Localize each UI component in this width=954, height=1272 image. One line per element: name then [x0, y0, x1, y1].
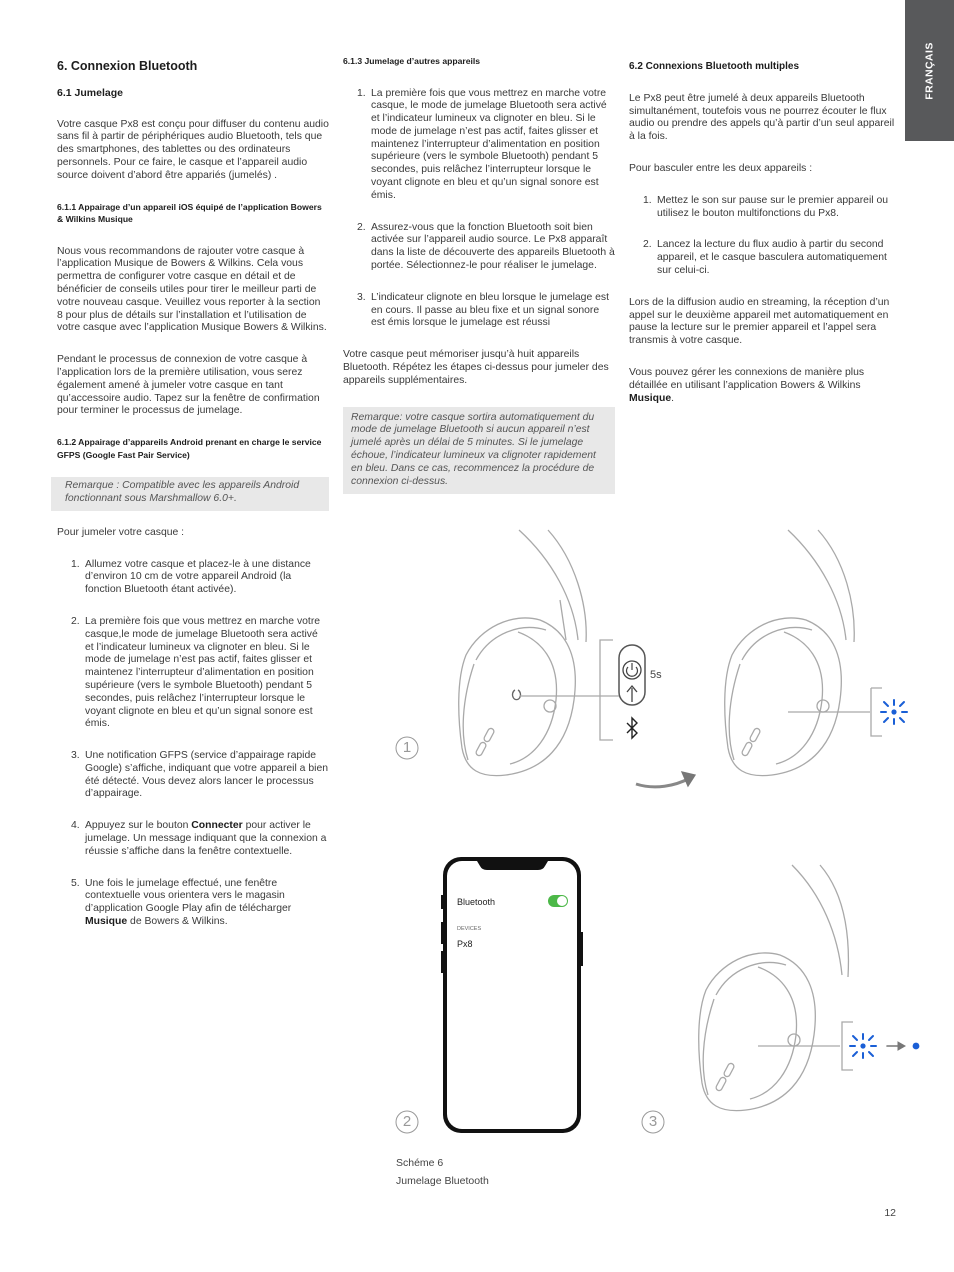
- column-3: [629, 61, 895, 405]
- list-item: 1. La première fois que vous mettrez en marche votre casque, le mode de jumelage Bluetooth sera activé et l’indicateur lumineux va clignoter en bleu. Si le mode de jumelage n’est pas actif, faites glisser et maintenez l’interrupteur d’alimentation en position supérieure (vers le symbole Bluetooth) pendant 5 secondes, puis relâchez l’interrupteur lorsque le voyant clignote en bleu et qu’un signal sonore est émis.: [357, 87, 607, 201]
- column-1: [57, 60, 329, 929]
- switch-steps: [629, 195, 895, 278]
- paragraph-6-1-1-a: Nous vous recommandons de rajouter votre casque à l’application Musique de Bowers & Wilkins. Cela vous permettra de configurer votre casque en détail et de bénéficier de conseils utiles pour tirer le meilleur parti de votre nouveau casque. Veuillez vous reporter à la section 8 pour plus de détails sur l’installation et l’utilisation de votre casque avec l’application Musique Bowers & Wilkins.: [57, 245, 327, 334]
- language-tab-label: FRANÇAIS: [923, 41, 936, 100]
- headphone-illustration-1: [459, 530, 586, 776]
- list-item: 3. L’indicateur clignote en bleu lorsque le jumelage est en cours. Il passe au bleu fixe et un signal sonore est émis lorsque le jumelage est réussi: [357, 291, 609, 329]
- list-item: 1. Allumez votre casque et placez-le à une distance d’environ 10 cm de votre appareil Android (la fonction Bluetooth étant activée).: [71, 558, 311, 596]
- phone-bluetooth-label: Bluetooth: [457, 897, 496, 907]
- paragraph-6-1-1-b: Pendant le processus de connexion de votre casque à l’application lors de la première utilisation, vous serez également amené à jumeler votre casque en tant qu’accessoire audio. Tapez sur la fenêtre de confirmation pour terminer le processus de jumelage.: [57, 354, 320, 417]
- phone-devices-label: DEVICES: [457, 926, 482, 932]
- language-tab: [905, 0, 954, 141]
- multi-paragraph-4: Vous pouvez gérer les connexions de manière plus détaillée en utilisant l’application Bowers & Wilkins Musique.: [629, 366, 865, 404]
- list-item: 2. Assurez-vous que la fonction Bluetooth soit bien activée sur l’appareil audio source. Le Px8 apparaît dans la liste de découverte des appareils Bluetooth à portée. Sélectionnez-le pour réaliser le jumelage.: [357, 221, 615, 272]
- headphone-illustration-3: [699, 865, 853, 1111]
- subsection-title-6-1: 6.1 Jumelage: [57, 86, 123, 99]
- subsection-title-6-1-2: 6.1.2 Appairage d’appareils Android prenant en charge le service GFPS (Google Fast Pair Service): [57, 437, 322, 460]
- step-number-2: 2: [402, 1113, 412, 1130]
- note-timeout-text: Remarque: votre casque sortira automatiquement du mode de jumelage Bluetooth si aucun appareil n’est jumelé après un délai de 5 minutes. Si le jumelage échoue, l’indicateur lumineux va clignoter rapidement en bleu. Dans ce cas, recommencez la procédure de connexion ci-dessus.: [351, 411, 596, 487]
- blinking-led-icon: [881, 700, 907, 724]
- figure-caption-line-2: Jumelage Bluetooth: [396, 1175, 489, 1187]
- pairing-figure: [340, 520, 930, 1140]
- subsection-title-6-2: 6.2 Connexions Bluetooth multiples: [629, 61, 800, 72]
- subsection-title-6-1-3: 6.1.3 Jumelage d’autres appareils: [343, 56, 481, 66]
- multi-paragraph-3: Lors de la diffusion audio en streaming, la réception d’un appel sur le deuxième appareil met automatiquement en pause la lecture sur le premier appareil et l’appel sera transmis à votre casque.: [629, 296, 890, 347]
- figure-caption: [396, 1154, 489, 1190]
- connected-led-icon: [850, 1034, 919, 1058]
- page-number: 12: [884, 1207, 896, 1219]
- note-android: [51, 477, 329, 511]
- section-title: 6. Connexion Bluetooth: [57, 59, 198, 73]
- transition-arrow: [636, 772, 695, 787]
- multi-paragraph-2: Pour basculer entre les deux appareils :: [629, 162, 813, 174]
- list-item: 5. Une fois le jumelage effectué, une fenêtre contextuelle vous orientera vers le magasin d’application Google Play afin de télécharger Musique de Bowers & Wilkins.: [71, 877, 292, 928]
- paragraph-6-1: Votre casque Px8 est conçu pour diffuser du contenu audio sans fil à partir de périphériques audio Bluetooth, tels que des smartphones, des tablettes ou des ordinateurs personnels. Pour ce faire, le casque et l’appareil audio source doivent d’abord être appariés (jumelés) .: [57, 118, 329, 181]
- power-switch-callout: [520, 640, 645, 740]
- list-item: 2. La première fois que vous mettrez en marche votre casque,le mode de jumelage Bluetooth sera activé et l’indicateur lumineux va clignoter en bleu. Si le mode de jumelage n’est pas actif, faites glisser et maintenez l’interrupteur d’alimentation en position supérieure (vers le symbole Bluetooth) pendant 5 secondes, puis relâchez l’interrupteur lorsque le voyant clignote en bleu et qu’un signal sonore est émis.: [71, 615, 321, 730]
- note-timeout: [343, 407, 615, 495]
- list-item: 2. Lancez la lecture du flux audio à partir du second appareil, et le casque basculera automatiquement sur celui-ci.: [643, 239, 887, 276]
- step-number-1: 1: [402, 739, 412, 756]
- phone-bluetooth-toggle[interactable]: [548, 895, 568, 907]
- headphone-illustration-2: [725, 530, 882, 776]
- step-number-3: 3: [648, 1113, 658, 1130]
- phone-device-px8[interactable]: Px8: [457, 939, 473, 949]
- note-android-text: Remarque : Compatible avec les appareils Android fonctionnant sous Marshmallow 6.0+.: [65, 480, 300, 504]
- list-item: 4. Appuyez sur le bouton Connecter pour activer le jumelage. Un message indiquant que la connexion a réussie s’affiche dans la fenêtre contextuelle.: [71, 820, 327, 857]
- multi-paragraph-1: Le Px8 peut être jumelé à deux appareils Bluetooth simultanément, toutefois vous ne pourrez écouter le flux audio ou prendre des appels qu’à partir d’un seul appareil à la fois.: [629, 92, 895, 143]
- subsection-title-6-1-1: 6.1.1 Appairage d’un appareil iOS équipé de l’application Bowers & Wilkins Musique: [57, 201, 322, 225]
- column-2: [343, 55, 615, 494]
- list-item: 1. Mettez le son sur pause sur le premier appareil ou utilisez le bouton multifonctions du Px8.: [643, 194, 889, 219]
- list-item: 3. Une notification GFPS (service d’appairage rapide Google) s’affiche, indiquant que votre appareil a bien été détecté. Vous devez alors lancer le processus d’appairage.: [71, 750, 328, 800]
- figure-caption-line-1: Schéme 6: [396, 1157, 444, 1169]
- hold-duration-label: 5s: [650, 669, 662, 681]
- memory-paragraph: Votre casque peut mémoriser jusqu’à huit appareils Bluetooth. Répétez les étapes ci-dessus pour jumeler des appareils supplémentaires.: [343, 349, 609, 386]
- pairing-intro: Pour jumeler votre casque :: [57, 526, 185, 538]
- other-device-steps: [343, 88, 615, 331]
- android-steps: [57, 559, 329, 929]
